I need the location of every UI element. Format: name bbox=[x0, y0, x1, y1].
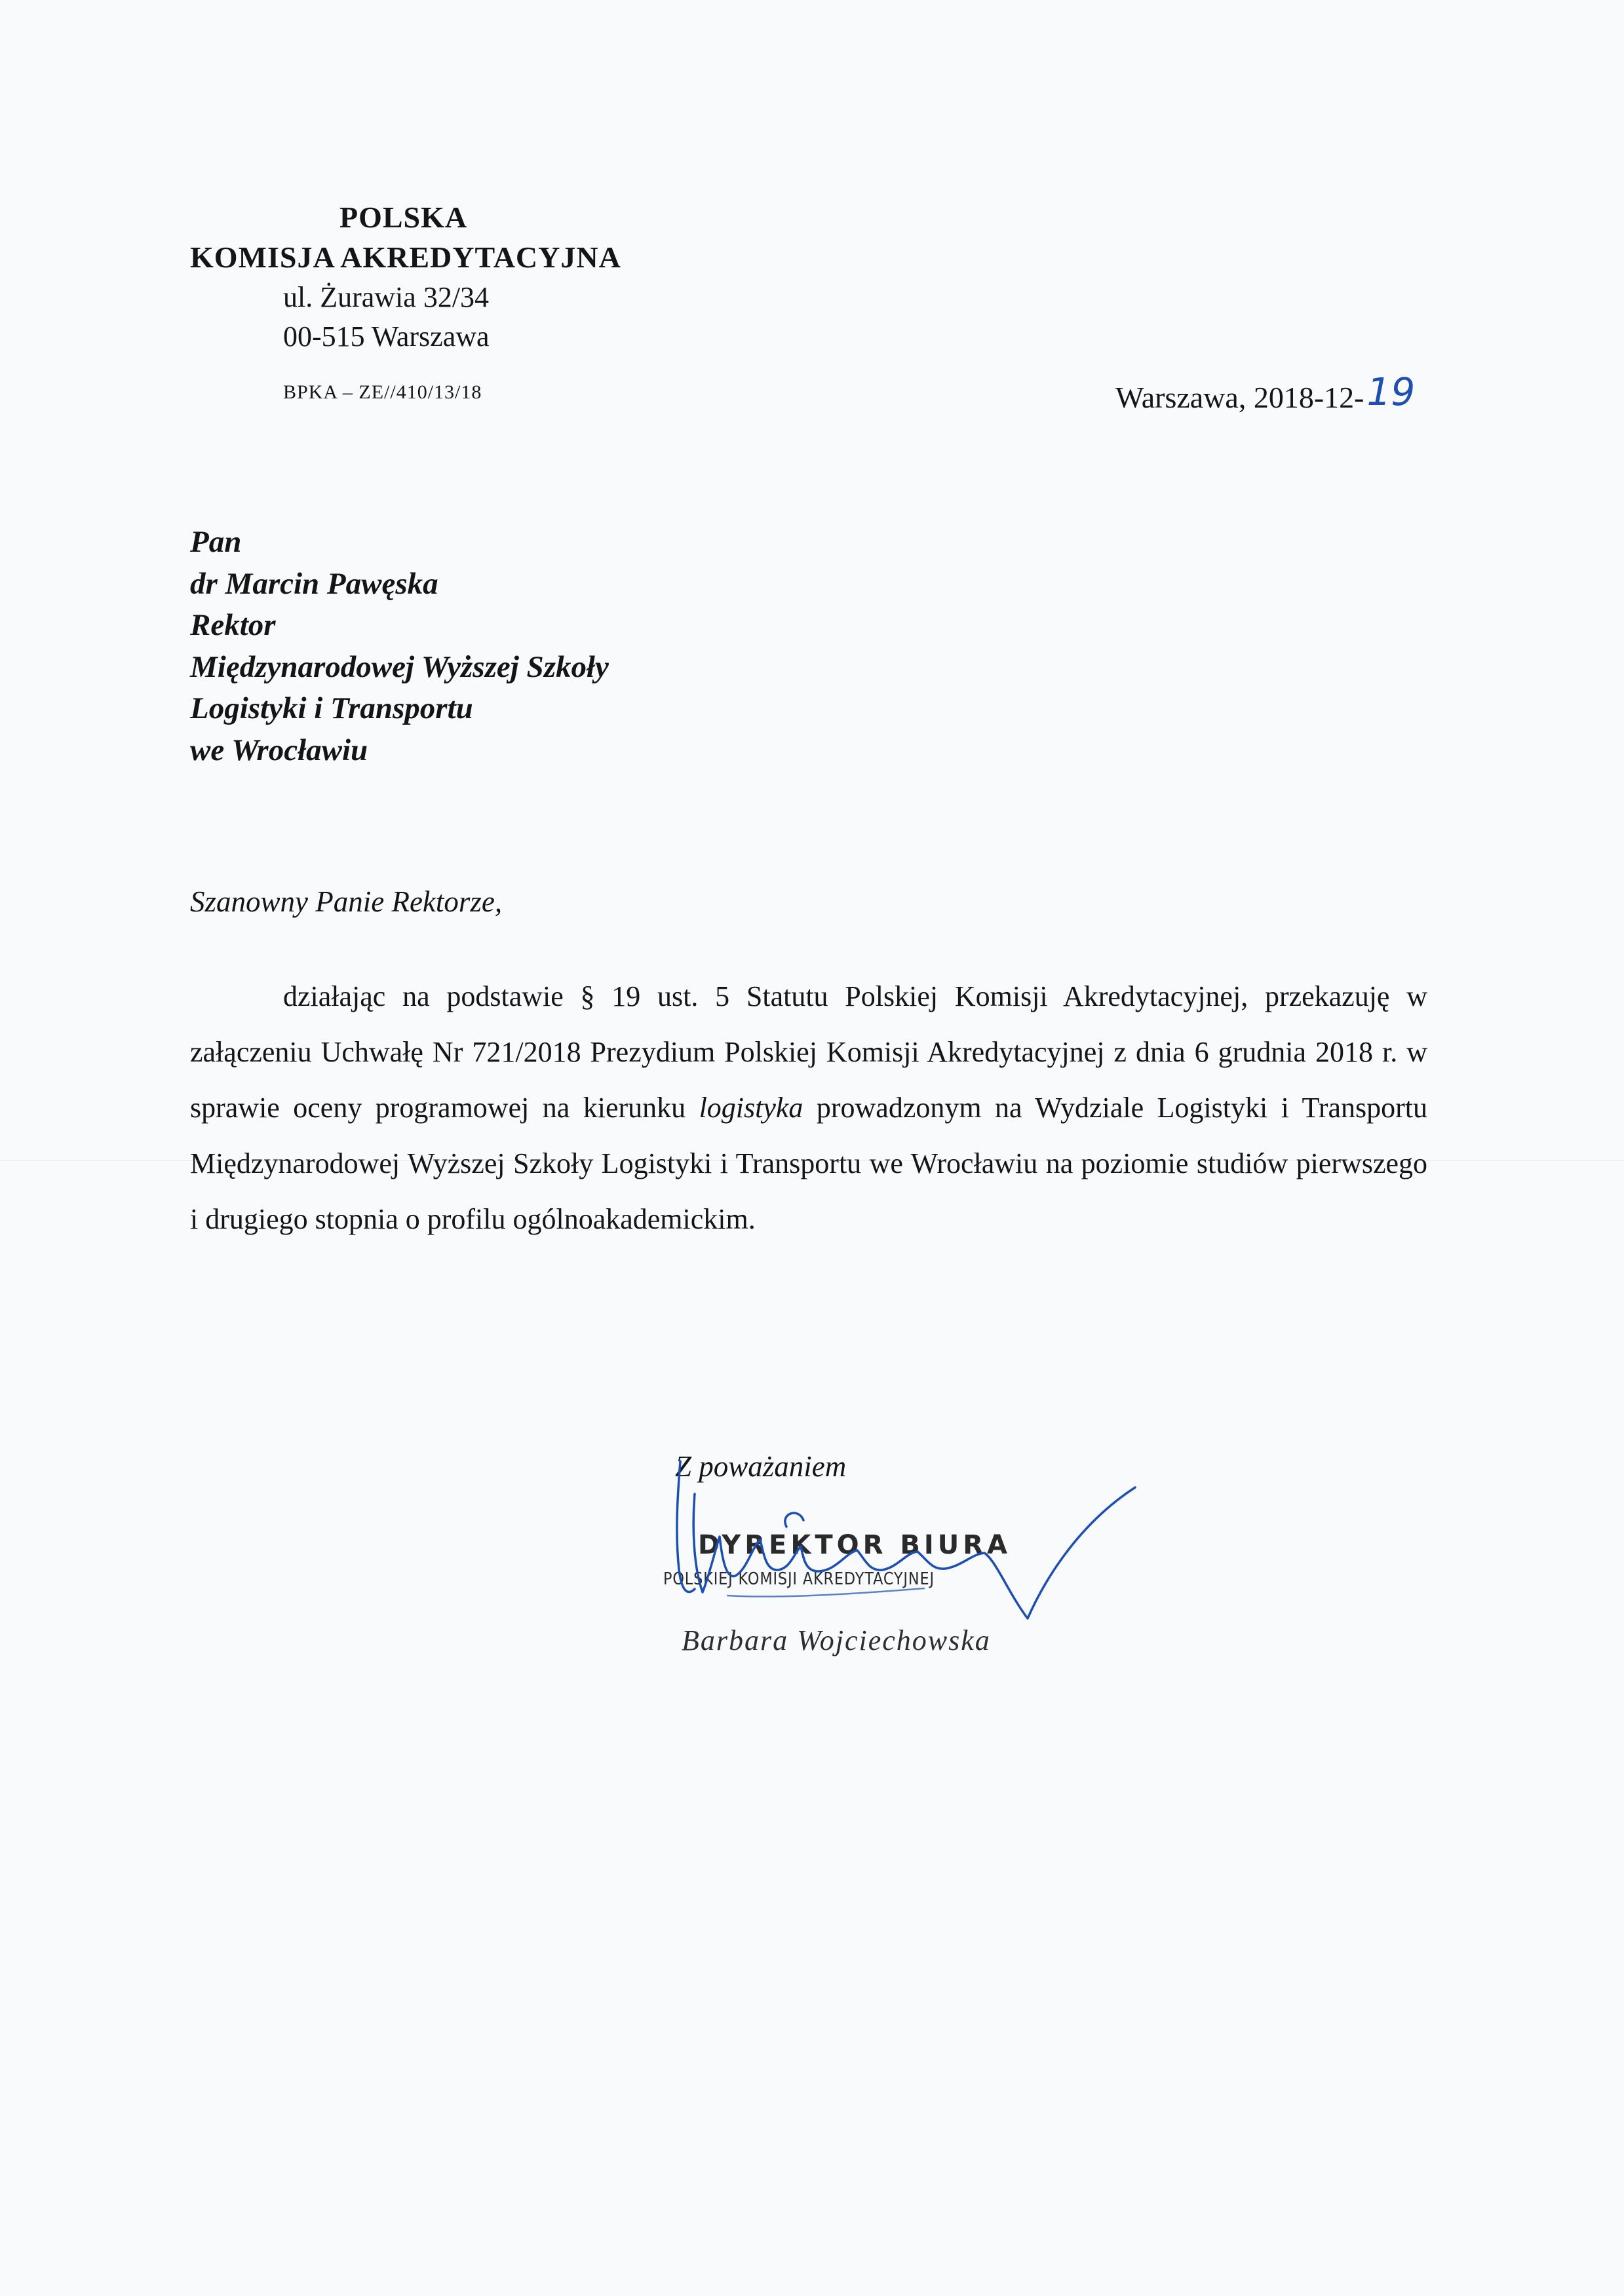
stamp-name: Barbara Wojciechowska bbox=[682, 1624, 991, 1656]
date-line bbox=[1115, 372, 1415, 417]
addressee-line: Logistyki i Transportu bbox=[190, 691, 473, 725]
greeting: Szanowny Panie Rektorze, bbox=[190, 885, 503, 918]
stamp-title: DYREKTOR BIURA bbox=[698, 1530, 1012, 1560]
addressee-line: Pan bbox=[190, 525, 242, 559]
addressee-block bbox=[190, 522, 609, 771]
addressee-line: we Wrocławiu bbox=[190, 733, 368, 767]
address-street: ul. Żurawia 32/34 bbox=[283, 281, 490, 313]
stamp-organization: POLSKIEJ KOMISJI AKREDYTACYJNEJ bbox=[663, 1569, 935, 1589]
addressee-line: Międzynarodowej Wyższej Szkoły bbox=[190, 649, 609, 684]
address-city: 00-515 Warszawa bbox=[283, 320, 490, 353]
body-text-emphasis: logistyka bbox=[699, 1092, 803, 1124]
scan-artifact-line bbox=[0, 1160, 1624, 1161]
reference-number: BPKA – ZE//410/13/18 bbox=[283, 381, 482, 403]
body-paragraph bbox=[190, 968, 1427, 1247]
org-name-line2: KOMISJA AKREDYTACYJNA bbox=[190, 240, 621, 274]
body-text-part2: prowadzonym na Wydziale Logistyki i Transportu Międzynarodowej Wyższej Szkoły Logistyki i Transportu we Wrocławiu na poziomie studiów pierwszego i drugiego stopnia o profilu ogólnoakademickim. bbox=[190, 1092, 1428, 1235]
date-handwritten-day: 19 bbox=[1366, 370, 1416, 414]
body-text-part1: działając na podstawie § 19 ust. 5 Statutu Polskiej Komisji Akredytacyjnej, przekazuję w załączeniu Uchwałę Nr 721/2018 Prezydium Polskiej Komisji Akredytacyjnej z dnia 6 grudnia 2018 r. w sprawie oceny programowej na kierunku bbox=[190, 980, 1427, 1124]
addressee-line: dr Marcin Pawęska bbox=[190, 566, 438, 601]
closing-salutation: Z poważaniem bbox=[675, 1450, 847, 1483]
org-name-line1: POLSKA bbox=[339, 201, 468, 234]
addressee-line: Rektor bbox=[190, 608, 276, 642]
date-printed: Warszawa, 2018-12- bbox=[1115, 381, 1364, 414]
